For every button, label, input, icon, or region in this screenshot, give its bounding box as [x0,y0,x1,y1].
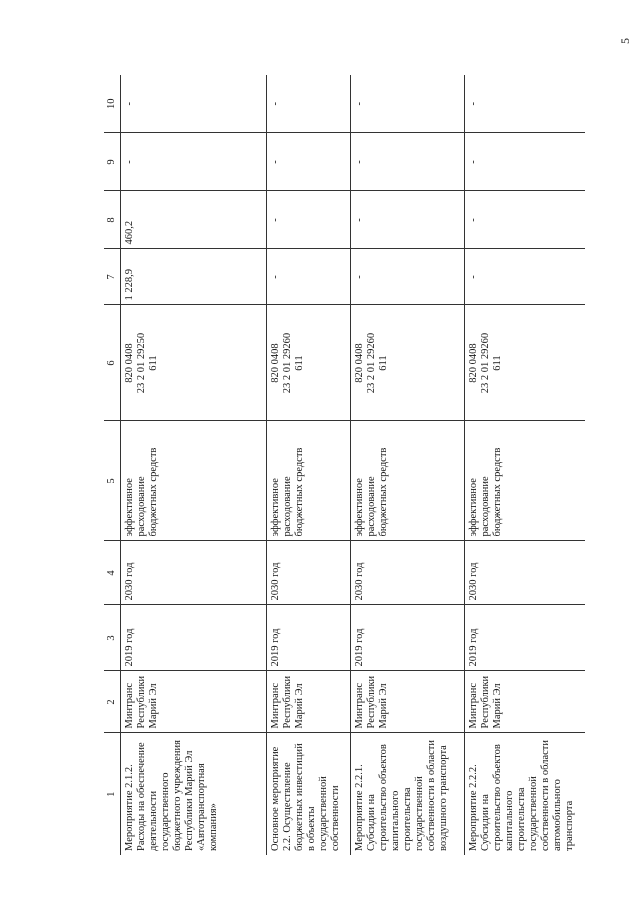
table-row [121,75,267,855]
budget-code-line: 820 0408 [124,343,135,383]
table-header-row [104,75,121,855]
column-header: 10 [104,75,121,133]
expected-result: эффективное расходование бюджетных средств [465,421,585,541]
cell-value: - [351,249,465,305]
budget-code [351,305,465,421]
cell-value: 460,2 [121,191,267,249]
cell-value: - [267,191,351,249]
budget-code-line: 23 2 01 29260 [366,332,377,394]
cell-value: - [351,191,465,249]
end-year: 2030 год [267,541,351,605]
budget-code-line: 611 [378,355,389,371]
program-table [104,75,585,855]
executor: Минтранс Республики Марий Эл [465,671,585,733]
start-year: 2019 год [465,605,585,671]
column-header: 7 [104,249,121,305]
column-header: 3 [104,605,121,671]
start-year: 2019 год [351,605,465,671]
activity-name: Мероприятие 2.2.1. Субсидии на строительство объектов капитального строительства государственной собственности в области воздушного транспорта [354,740,449,851]
budget-code [121,305,267,421]
executor: Минтранс Республики Марий Эл [121,671,267,733]
cell-value: - [351,133,465,191]
budget-code-line: 820 0408 [270,343,281,383]
column-header: 8 [104,191,121,249]
expected-result: эффективное расходование бюджетных средств [121,421,267,541]
end-year: 2030 год [351,541,465,605]
column-header: 5 [104,421,121,541]
cell-value: - [267,75,351,133]
executor: Минтранс Республики Марий Эл [267,671,351,733]
budget-code-line: 611 [492,355,503,371]
activity-name: Мероприятие 2.2.2. Субсидии на строительство объектов капитального строительства государственной собственности в области автомобильного транспорта [468,740,575,851]
activity-name: Мероприятие 2.1.2. Расходы на обеспечение деятельности государственного бюджетного учреждения Республики Марий Эл «Автотранспортная компания» [124,740,219,851]
budget-code-line: 23 2 01 29260 [282,332,293,394]
cell-value: - [465,191,585,249]
cell-value: - [267,133,351,191]
budget-code-line: 611 [148,355,159,371]
end-year: 2030 год [121,541,267,605]
executor: Минтранс Республики Марий Эл [351,671,465,733]
cell-value: - [465,75,585,133]
table-row [351,75,465,855]
budget-code-line: 23 2 01 29250 [136,332,147,394]
column-header: 9 [104,133,121,191]
end-year: 2030 год [465,541,585,605]
budget-code [267,305,351,421]
column-header: 2 [104,671,121,733]
budget-code [465,305,585,421]
column-header: 1 [104,733,121,855]
expected-result: эффективное расходование бюджетных средств [267,421,351,541]
expected-result: эффективное расходование бюджетных средств [351,421,465,541]
cell-value: - [121,75,267,133]
budget-code-line: 820 0408 [468,343,479,383]
cell-value: - [267,249,351,305]
budget-code-line: 820 0408 [354,343,365,383]
page-number: 5 [618,38,632,44]
budget-code-line: 611 [294,355,305,371]
budget-code-line: 23 2 01 29260 [480,332,491,394]
cell-value: 1 228,9 [121,249,267,305]
table-row [267,75,351,855]
column-header: 4 [104,541,121,605]
cell-value: - [465,133,585,191]
start-year: 2019 год [267,605,351,671]
start-year: 2019 год [121,605,267,671]
column-header: 6 [104,305,121,421]
cell-value: - [351,75,465,133]
cell-value: - [465,249,585,305]
cell-value: - [121,133,267,191]
activity-name: Основное мероприятие 2.2. Осуществление бюджетных инвестиций в объекты государственной собственности [270,743,341,851]
table-row [465,75,585,855]
